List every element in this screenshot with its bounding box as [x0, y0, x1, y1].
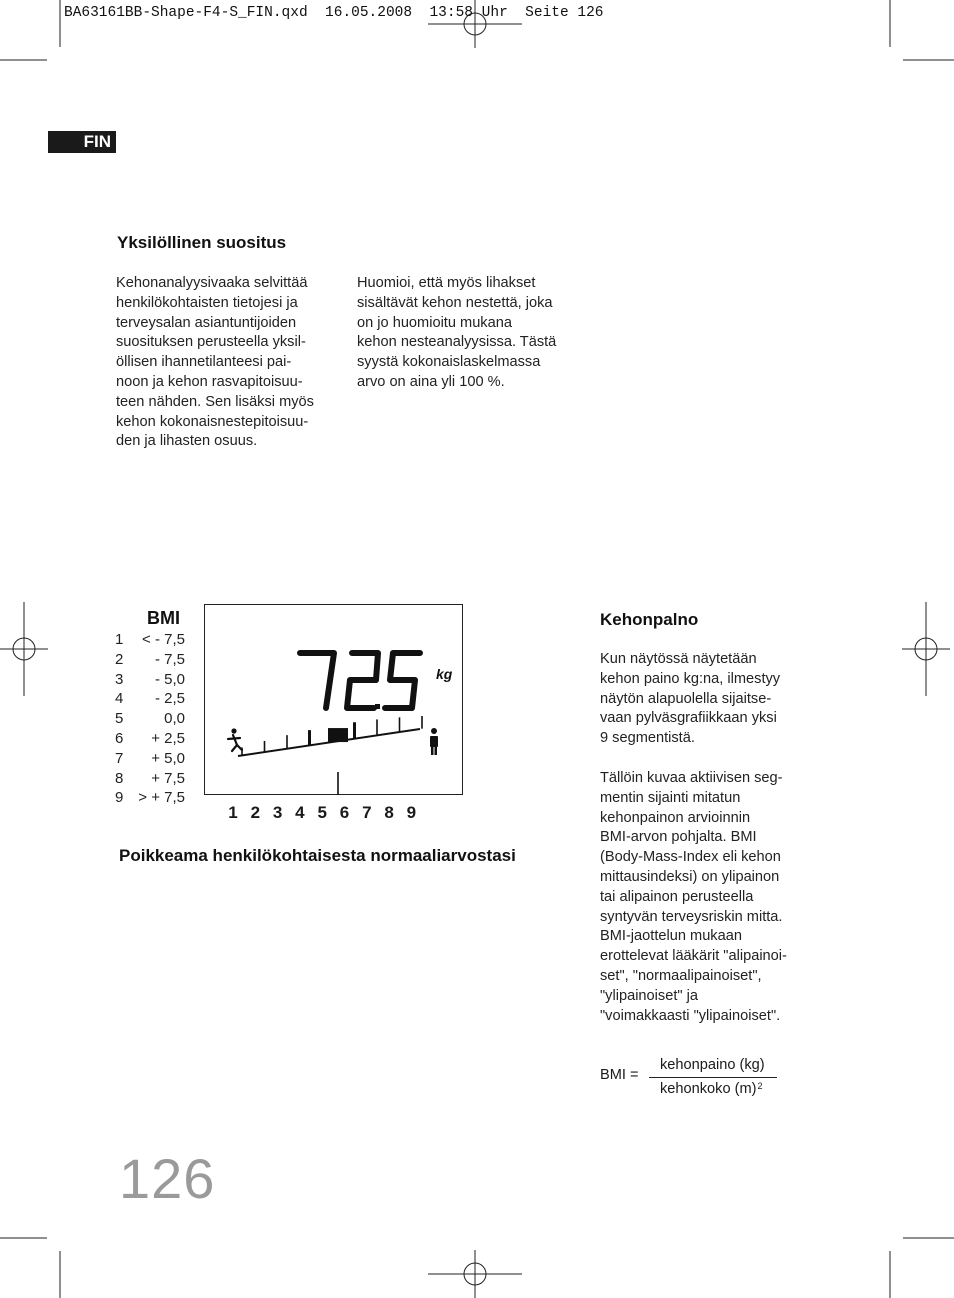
section-title-body-weight: Kehonpalno	[600, 610, 699, 629]
formula-fraction-bar	[649, 1077, 777, 1078]
body-weight-text-1: Kun näytössä näytetään kehon paino kg:na, ilmestyy näytön alapuolella sijaitse- vaan pylväsgrafiikkaan yksi 9 segmentistä.	[600, 651, 781, 747]
recommendation-text-col1: Kehonanalyysivaaka selvittää henkilökohtaisten tietojesi ja terveysalan asiantuntijoiden suosituksen perusteella yksil- öllisen ihannetilanteesi pai- noon ja kehon rasvapitoisuu- teen nähden. Sen lisäksi myös kehon kokonaisnestepitoisuu- den ja lihasten osuus.	[116, 275, 314, 450]
print-file-info: BA63161BB-Shape-F4-S_FIN.qxd 16.05.2008 13:58 Uhr Seite 126	[64, 5, 604, 21]
segment-label: 1	[228, 803, 238, 822]
bmi-row: 2 - 7,5	[115, 650, 185, 668]
bmi-row: 5 0,0	[115, 710, 185, 728]
segment-label: 9	[406, 803, 417, 822]
segment-bar-active	[328, 728, 348, 742]
segment-label: 4	[295, 803, 305, 822]
body-weight-text-2: Tällöin kuvaa aktiivisen seg- mentin sijainti mitatun kehonpainon arvioinnin BMI-arvon pohjalta. BMI (Body-Mass-Index eli kehon mittausindeksi) on ylipainon tai alipainon perusteella syntyvän terveysriskin mitta. BMI-jaottelun mukaan erottelevat lääkärit "alipainoi- set", "normaalipainoiset", "ylipainoiset" ja "voimakkaasti "ylipainoiset".	[600, 770, 787, 1024]
formula-denominator: kehonkoko $(m)^2$	[660, 1081, 763, 1097]
weight-unit: kg	[436, 666, 453, 682]
recommendation-text-col2: Huomioi, että myös lihakset sisältävät kehon nestettä, joka on jo huomioitu mukana kehon nesteanalyysissa. Tästä syystä kokonaislaskelmassa arvo on aina yli 100 %.	[357, 275, 557, 390]
bmi-row: 4 - 2,5	[115, 690, 185, 708]
athletic-figure-icon	[228, 728, 242, 751]
display-caption: Poikkeama henkilökohtaisesta normaaliarvostasi	[119, 846, 516, 865]
bmi-row: 3 - 5,0	[115, 670, 185, 688]
bmi-row: 9 > + 7,5	[115, 789, 185, 807]
segment-label: 6	[339, 803, 350, 822]
page-number: 126	[119, 1147, 216, 1210]
segment-label: 8	[384, 803, 394, 822]
language-tag: FIN	[48, 131, 116, 153]
formula-prefix: BMI =	[600, 1067, 639, 1083]
scale-display	[204, 604, 463, 795]
section-title-recommendation: Yksilöllinen suositus	[117, 233, 287, 252]
formula-numerator: kehonpaino (kg)	[660, 1057, 765, 1073]
person-figure-icon	[430, 728, 438, 755]
bmi-table-title: BMI	[147, 608, 180, 628]
weight-reading	[300, 653, 420, 709]
segment-label: 3	[272, 803, 283, 822]
segment-label: 7	[362, 803, 372, 822]
segment-label: 2	[250, 803, 261, 822]
bmi-row: 7 + 5,0	[115, 749, 185, 767]
bmi-row: 1 < - 7,5	[115, 631, 185, 648]
bmi-row: 6 + 2,5	[115, 729, 185, 747]
bmi-row: 8 + 7,5	[115, 769, 185, 787]
bmi-table	[115, 630, 185, 808]
segment-label: 5	[317, 803, 327, 822]
